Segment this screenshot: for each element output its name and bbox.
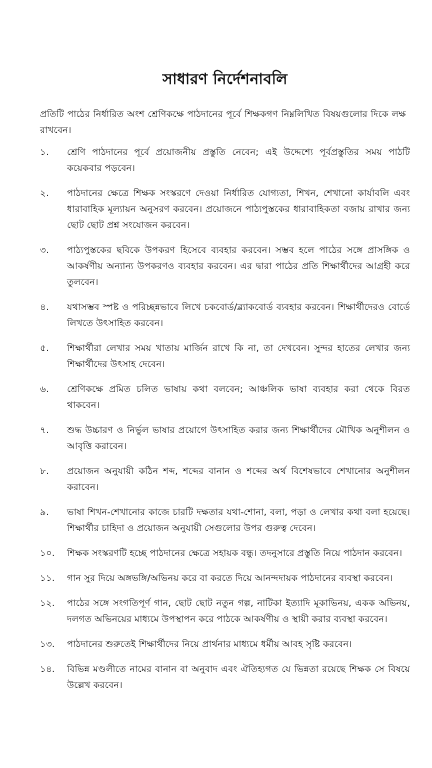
instruction-text: বিভিন্ন মণ্ডলীতে নামের বানান বা অনুবাদ এবং ঐতিহ্যগত যে ভিন্নতা রয়েছে শিক্ষক সে বিষয়ে উল্লেখ করবেন। — [67, 664, 410, 691]
instruction-number: ১৩. — [40, 639, 55, 650]
instruction-number: ৫. — [40, 343, 49, 354]
instruction-item — [40, 637, 410, 653]
instruction-item — [40, 243, 410, 291]
instruction-number: ১৪. — [40, 664, 55, 675]
instruction-number: ৩. — [40, 245, 49, 256]
instruction-number: ৪. — [40, 302, 49, 313]
instruction-text: প্রয়োজন অনুযায়ী কঠিন শব্দ, শব্দের বানান ও শব্দের অর্থ বিশেষভাবে শেখানোর অনুশীলন করাবেন। — [67, 466, 410, 493]
instruction-item — [40, 382, 410, 414]
instruction-text: শ্রেণিকক্ষে প্রমিত চলিত ভাষায় কথা বলবেন; আঞ্চলিক ভাষা ব্যবহার করা থেকে বিরত থাকবেন। — [67, 384, 410, 411]
instruction-number: ১০. — [40, 548, 55, 559]
instruction-item — [40, 662, 410, 694]
instruction-number: ৯. — [40, 507, 49, 518]
instruction-text: পাঠ্যপুস্তকের ছবিকে উপকরণ হিসেবে ব্যবহার করবেন। সম্ভব হলে পাঠের সঙ্গে প্রাসঙ্গিক ও আকর্ষণীয় অন্যান্য উপকরণও ব্যবহার করবেন। এর দ্বারা পাঠের প্রতি শিক্ষার্থীদের আগ্রহী করে তুলবেন। — [67, 245, 410, 288]
instruction-text: পাঠদানের ক্ষেত্রে শিক্ষক সংস্করণে দেওয়া নির্ধারিত যোগ্যতা, শিখন, শেখানো কার্যাবলি এবং ধারাবাহিক মূল্যায়ন অনুসরণ করবেন। প্রয়োজনে পাঠ্যপুস্তকের ধারাবাহিকতা বজায় রাখার জন্য ছোট ছোট প্রশ্ন সংযোজন করবেন। — [67, 188, 410, 231]
intro-paragraph: প্রতিটি পাঠের নির্ধারিত অংশ শ্রেণিকক্ষে পাঠদানের পূর্বে শিক্ষকগণ নিম্নলিখিত বিষয়গুলোর দিকে লক্ষ রাখবেন। — [40, 109, 406, 136]
instruction-item — [40, 186, 410, 234]
page-title: সাধারণ নির্দেশনাবলি — [162, 70, 288, 88]
instruction-text: গান সুর দিয়ে অঙ্গভঙ্গি/অভিনয় করে বা করতে দিয়ে আনন্দদায়ক পাঠদানের ব্যবস্থা করবেন। — [67, 573, 393, 584]
instruction-item — [40, 464, 410, 496]
instruction-text: শ্রেণি পাঠদানের পূর্বে প্রয়োজনীয় প্রস্তুতি নেবেন; এই উদ্দেশ্যে পূর্বপ্রস্তুতির সময় পাঠটি কয়েকবার পড়বেন। — [67, 147, 410, 174]
instruction-item — [40, 546, 410, 562]
instruction-number: ১২. — [40, 598, 55, 609]
instruction-number: ৮. — [40, 466, 49, 477]
instruction-text: পাঠের সঙ্গে সংগতিপূর্ণ গান, ছোট ছোট নতুন গল্প, নাটিকা ইত্যাদি মূকাভিনয়, একক অভিনয়, দলগত অভিনয়ের মাধ্যমে উপস্থাপন করে পাঠকে আকর্ষণীয় ও স্থায়ী করার ব্যবস্থা করবেন। — [67, 598, 410, 625]
instruction-text: ভাষা শিখন-শেখানোর কাজে চারটি দক্ষতার যথা-শোনা, বলা, পড়া ও লেখার কথা বলা হয়েছে। শিক্ষার্থীর চাহিদা ও প্রয়োজন অনুযায়ী সেগুলোর উপর গুরুত্ব দেবেন। — [67, 507, 410, 534]
instruction-item — [40, 571, 410, 587]
instruction-text: শুদ্ধ উচ্চারণ ও নির্ভুল ভাষার প্রয়োগে উৎসাহিত করার জন্য শিক্ষার্থীদের মৌখিক অনুশীলন ও আবৃত্তি করাবেন। — [67, 425, 410, 452]
instruction-number: ১১. — [40, 573, 55, 584]
instruction-item — [40, 300, 410, 332]
instruction-text: পাঠদানের শুরুতেই শিক্ষার্থীদের নিয়ে প্রার্থনার মাধ্যমে ধর্মীয় আবহ সৃষ্টি করবেন। — [67, 639, 352, 650]
instruction-item — [40, 505, 410, 537]
instruction-list — [40, 145, 410, 694]
instruction-number: ২. — [40, 188, 49, 199]
instruction-number: ৬. — [40, 384, 49, 395]
instruction-item — [40, 423, 410, 455]
instruction-text: শিক্ষক সংস্করণটি হচ্ছে পাঠদানের ক্ষেত্রে সহায়ক বন্ধু। তদনুসারে প্রস্তুতি নিয়ে পাঠদান করবেন। — [67, 548, 403, 559]
instruction-item — [40, 145, 410, 177]
instruction-number: ৭. — [40, 425, 49, 436]
instruction-text: শিক্ষার্থীরা লেখার সময় খাতায় মার্জিন রাখে কি না, তা দেখবেন। সুন্দর হাতের লেখার জন্য শিক্ষার্থীদের উৎসাহ দেবেন। — [67, 343, 410, 370]
instruction-item — [40, 596, 410, 628]
instruction-number: ১. — [40, 147, 49, 158]
instruction-text: যথাসম্ভব স্পষ্ট ও পরিচ্ছন্নভাবে লিখে চকবোর্ড/ব্ল্যাকবোর্ড ব্যবহার করবেন। শিক্ষার্থীদেরও বোর্ডে লিখতে উৎসাহিত করবেন। — [67, 302, 410, 329]
instruction-item — [40, 341, 410, 373]
